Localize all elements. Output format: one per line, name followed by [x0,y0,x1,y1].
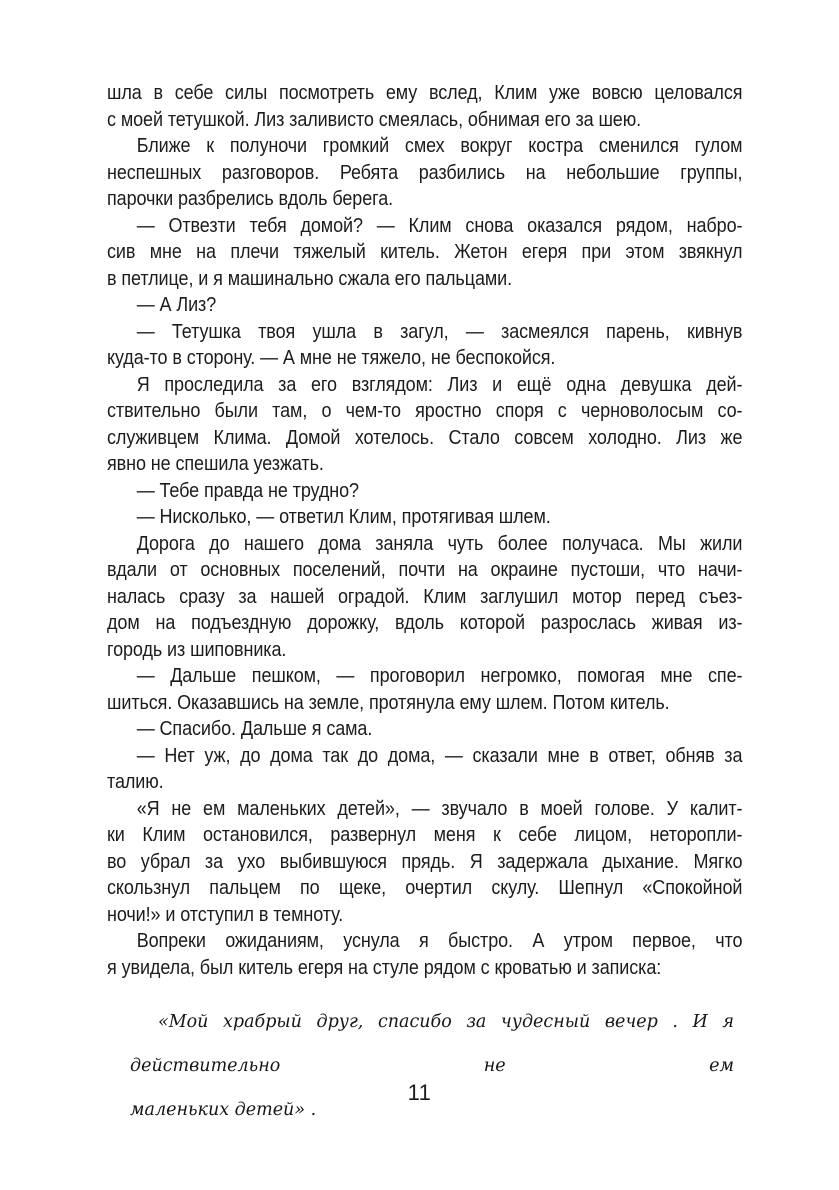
text-line: шиться. Оказавшись на земле, протянула ему шлем. Потом китель. [107,691,670,714]
text-line: сив мне на плечи тяжелый китель. Жетон егеря при этом звякнул [107,241,743,263]
note-line: «Мой храбрый друг, спасибо за чудесный вечер . И я действительно не ем [130,1012,734,1076]
paragraph [107,531,742,664]
text-line: неспешных разговоров. Ребята разбились на небольшие группы, [107,161,743,184]
text-line: скользнул пальцем по щеке, очертил скулу. Шепнул «Спокойной [107,877,743,899]
text-line: городь из шиповника. [107,638,287,661]
text-line: Вопреки ожиданиям, уснула я быстро. А утром первое, что [136,930,743,952]
note-line: маленьких детей» . [130,1100,317,1120]
text-line: парочки разбрелись вдоль берега. [107,188,394,210]
paragraph [107,796,742,929]
text-line: шла в себе силы посмотреть ему вслед, Клим уже вовсю целовался [107,82,743,104]
text-line: с моей тетушкой. Лиз заливисто смеялась, обнимая его за шею. [107,108,642,131]
text-line: — А Лиз? [136,294,217,316]
text-line: служивцем Клима. Домой хотелось. Стало совсем холодно. Лиз же [107,426,743,449]
text-line: вдали от основных поселений, почти на окраине пустоши, что начи- [107,559,743,581]
paragraph [107,504,742,531]
text-line: «Я не ем маленьких детей», — звучало в моей голове. У калит- [136,797,743,820]
paragraph [107,716,742,743]
text-line: — Тетушка твоя ушла в загул, — засмеялся парень, кивнув [136,320,743,343]
paragraph [107,928,742,981]
text-line: — Тебе правда не трудно? [136,479,359,502]
text-line: — Отвезти тебя домой? — Клим снова оказался рядом, набро- [136,214,743,237]
text-line: в петлице, и я машинально сжала его пальцами. [107,267,513,290]
paragraph [107,133,742,213]
paragraph [107,478,742,505]
text-line: дом на подъездную дорожку, вдоль которой разрослась живая из- [107,612,743,634]
text-line: ствительно были там, о чем-то яростно споря с черноволосым со- [107,400,743,422]
text-line: — Нисколько, — ответил Клим, протягивая шлем. [136,506,551,528]
page-number: 11 [407,1080,432,1105]
text-line: — Нет уж, до дома так до дома, — сказали мне в ответ, обняв за [136,744,743,767]
text-line: талию. [107,771,164,793]
text-line: Дорога до нашего дома заняла чуть более получаса. Мы жили [136,532,743,555]
text-line: налась сразу за нашей оградой. Клим заглушил мотор перед съез- [107,585,743,608]
text-column [107,80,742,981]
text-line: Ближе к полуночи громкий смех вокруг костра сменился гулом [136,135,743,157]
text-line: — Дальше пешком, — проговорил негромко, помогая мне спе- [136,665,743,687]
handwritten-note [130,1000,734,1132]
text-line: во убрал за ухо выбившуюся прядь. Я задержала дыхание. Мягко [107,850,743,873]
text-line: Я проследила за его взглядом: Лиз и ещё одна девушка дей- [136,373,743,396]
paragraph [107,292,742,319]
paragraph [107,372,742,478]
text-line: я увидела, был китель егеря на стуле рядом с кроватью и записка: [107,956,662,979]
paragraph [107,213,742,293]
text-line: явно не спешила уезжать. [107,453,324,475]
text-line: — Спасибо. Дальше я сама. [136,718,373,740]
paragraph [107,319,742,372]
paragraph [107,743,742,796]
text-line: ночи!» и отступил в темноту. [107,903,344,926]
text-line: куда-то в сторону. — А мне не тяжело, не беспокойся. [107,347,556,369]
paragraph [107,663,742,716]
text-line: ки Клим остановился, развернул меня к себе лицом, неторопли- [107,824,743,846]
paragraph [107,80,742,133]
